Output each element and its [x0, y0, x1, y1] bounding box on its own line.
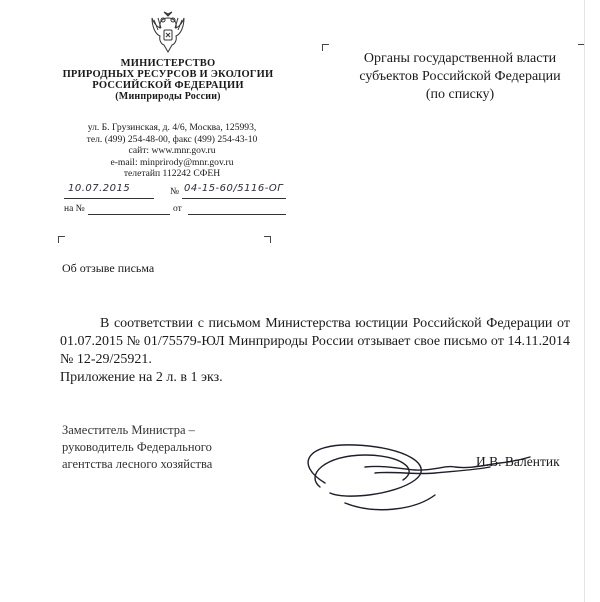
- ministry-line: РОССИЙСКОЙ ФЕДЕРАЦИИ: [92, 80, 244, 91]
- subject-corner-mark: [58, 236, 65, 243]
- ministry-short-name: (Минприроды России): [115, 91, 221, 102]
- ministry-line: ПРИРОДНЫХ РЕСУРСОВ И ЭКОЛОГИИ: [62, 69, 274, 80]
- reference-date-underline: [188, 214, 286, 215]
- phones: тел. (499) 254-48-00, факс (499) 254-43-10: [86, 133, 258, 145]
- registration-date: 10.07.2015: [68, 183, 131, 194]
- page-edge-divider: [584, 0, 585, 602]
- reference-underline: [88, 214, 170, 215]
- recipient-line: Органы государственной власти: [363, 51, 557, 66]
- registration-number: 04-15-60/5116-ОГ: [184, 183, 284, 194]
- ministry-line: МИНИСТЕРСТВО: [120, 58, 216, 69]
- website: сайт: www.mnr.gov.ru: [128, 145, 216, 156]
- number-underline: [182, 198, 286, 199]
- letter-body: [60, 315, 570, 387]
- date-underline: [64, 198, 154, 199]
- email: e-mail: minprirody@mnr.gov.ru: [110, 156, 234, 168]
- recipient-corner-mark: [322, 44, 329, 51]
- recipient-line: (по списку): [425, 87, 495, 102]
- signer-position-line: руководитель Федерального: [62, 440, 212, 454]
- subject-corner-mark: [264, 236, 271, 243]
- recipient-block: [330, 50, 590, 104]
- russian-coat-of-arms-icon: [150, 10, 186, 54]
- signer-position: [62, 422, 262, 473]
- body-paragraph: В соответствии с письмом Министерства юстиции Российской Федерации от 01.07.2015 № 01/75579-ЮЛ Минприроды России отзывает свое письмо от 14.11.2014 № 12-29/25921.: [60, 316, 570, 367]
- letter-subject: Об отзыве письма: [62, 261, 155, 275]
- address: ул. Б. Грузинская, д. 4/6, Москва, 125993,: [87, 122, 257, 133]
- signer-name: И.В. Валентик: [476, 454, 560, 469]
- signer-position-line: агентства лесного хозяйства: [62, 457, 213, 471]
- reference-from-label: от: [173, 204, 182, 214]
- teletype: телетайп 112242 СФЕН: [123, 168, 221, 179]
- reference-label: на №: [64, 204, 85, 214]
- ministry-name: [52, 58, 284, 102]
- recipient-line: субъектов Российской Федерации: [359, 69, 561, 84]
- handwritten-signature: [285, 425, 535, 520]
- registration-number-label: №: [170, 187, 180, 197]
- signer-position-line: Заместитель Министра –: [62, 423, 195, 437]
- ministry-contacts: [60, 122, 284, 180]
- attachment-note: Приложение на 2 л. в 1 экз.: [60, 370, 223, 385]
